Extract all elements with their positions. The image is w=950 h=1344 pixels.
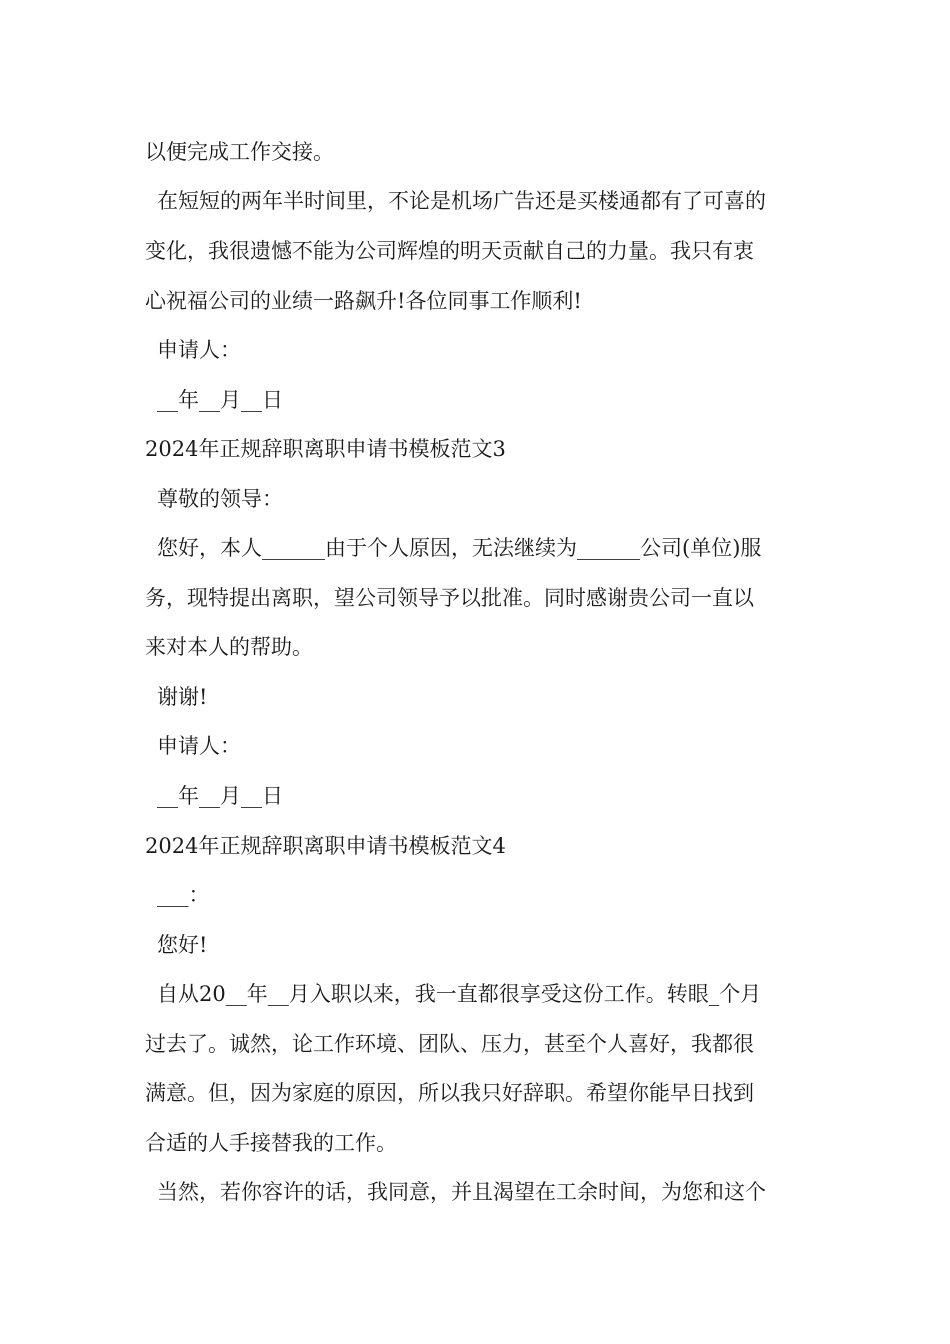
paragraph-line: 来对本人的帮助。 <box>145 635 313 659</box>
salutation: 尊敬的领导： <box>157 487 283 511</box>
section-heading: 2024年正规辞职离职申请书模板范文3 <box>145 437 506 461</box>
paragraph-line: 您好，本人______由于个人原因，无法继续为______公司(单位)服 <box>157 536 762 560</box>
greeting-line: 您好! <box>157 933 208 957</box>
paragraph-line: 合适的人手接替我的工作。 <box>145 1131 397 1155</box>
section-heading: 2024年正规辞职离职申请书模板范文4 <box>145 834 506 858</box>
paragraph-line: 心祝福公司的业绩一路飙升!各位同事工作顺利! <box>145 289 582 313</box>
paragraph-line: 变化，我很遗憾不能为公司辉煌的明天贡献自己的力量。我只有衷 <box>145 239 754 263</box>
salutation: ___： <box>157 883 210 907</box>
closing-line: 谢谢! <box>157 685 208 709</box>
paragraph-line: 自从20__年__月入职以来，我一直都很享受这份工作。转眼_个月 <box>157 982 762 1006</box>
paragraph-line: 满意。但，因为家庭的原因，所以我只好辞职。希望你能早日找到 <box>145 1081 754 1105</box>
date-line: __年__月__日 <box>157 388 283 412</box>
paragraph-line: 过去了。诚然，论工作环境、团队、压力，甚至个人喜好，我都很 <box>145 1032 754 1056</box>
paragraph-line: 以便完成工作交接。 <box>145 140 334 164</box>
paragraph-line: 当然，若你容许的话，我同意，并且渴望在工余时间，为您和这个 <box>157 1180 766 1204</box>
date-line: __年__月__日 <box>157 784 283 808</box>
signature-label: 申请人： <box>157 734 241 758</box>
paragraph-line: 务，现特提出离职，望公司领导予以批准。同时感谢贵公司一直以 <box>145 586 754 610</box>
paragraph-line: 在短短的两年半时间里，不论是机场广告还是买楼通都有了可喜的 <box>157 189 766 213</box>
signature-label: 申请人： <box>157 338 241 362</box>
